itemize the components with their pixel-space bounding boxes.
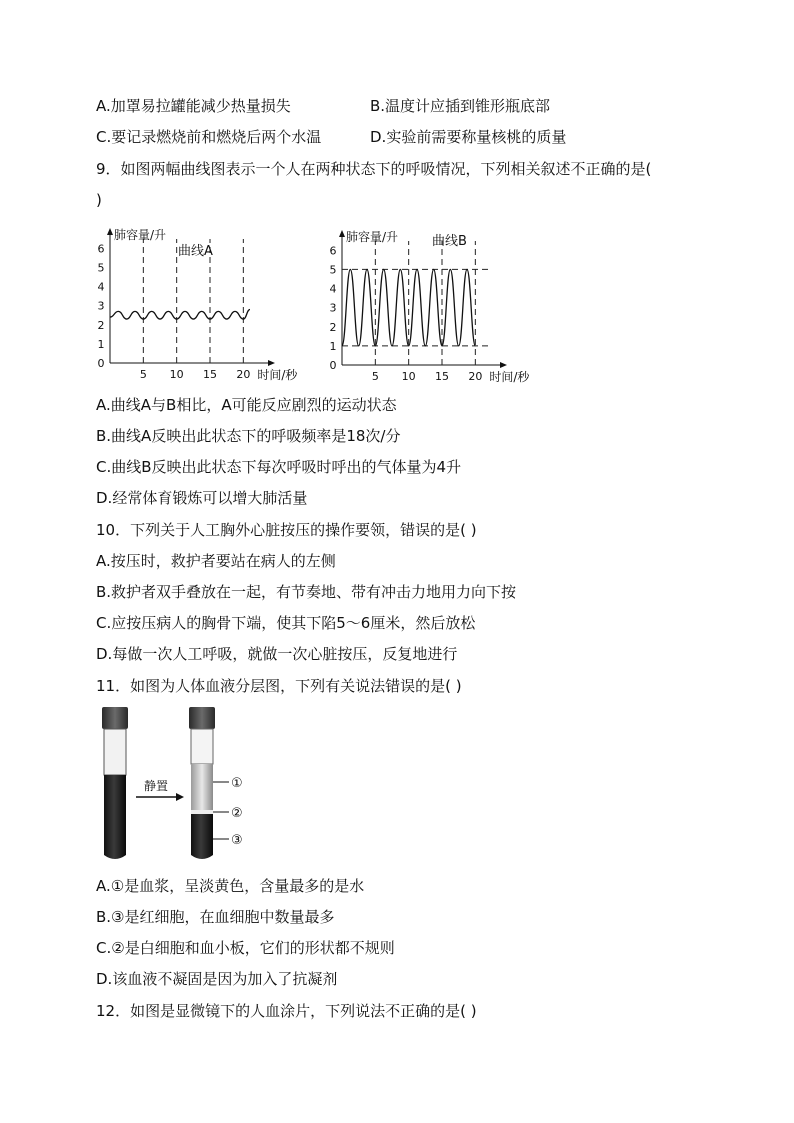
q11-option-b: B.③是红细胞，在血细胞中数量最多	[96, 908, 335, 926]
q10-option-a: A.按压时，救护者要站在病人的左侧	[96, 552, 336, 570]
x-tick-label: 15	[435, 370, 449, 383]
tube-after-icon	[189, 707, 215, 859]
chart-title: 曲线B	[432, 234, 467, 249]
breathing-charts	[92, 222, 532, 384]
x-axis-arrow	[268, 360, 275, 366]
x-tick-label: 20	[468, 370, 483, 383]
y-axis-label: 肺容量/升	[114, 228, 167, 242]
x-tick-label: 10	[169, 368, 184, 381]
x-tick-label: 20	[236, 368, 251, 381]
y-tick-label: 3	[329, 301, 337, 315]
q10-option-d: D.每做一次人工呼吸，就做一次心脏按压，反复地进行	[96, 645, 458, 663]
q9-stem: 9．如图两幅曲线图表示一个人在两种状态下的呼吸情况，下列相关叙述不正确的是(	[96, 160, 652, 178]
q10-option-c: C.应按压病人的胸骨下端，使其下陷5～6厘米，然后放松	[96, 614, 476, 632]
y-tick-label: 1	[329, 339, 337, 353]
y-tick-label: 5	[329, 263, 337, 277]
x-tick-label: 15	[203, 368, 217, 381]
label-2: ②	[231, 806, 243, 821]
label-1: ①	[231, 776, 243, 791]
y-axis-arrow	[339, 230, 345, 237]
q8-option-d: D.实验前需要称量核桃的质量	[370, 128, 567, 146]
q10-stem: 10．下列关于人工胸外心脏按压的操作要领，错误的是( )	[96, 521, 477, 539]
q11-option-a: A.①是血浆，呈淡黄色，含量最多的是水	[96, 877, 365, 895]
chart-curve-a	[98, 227, 299, 382]
y-axis-label: 肺容量/升	[346, 230, 399, 244]
q9-option-b: B.曲线A反映出此状态下的呼吸频率是18次/分	[96, 427, 401, 445]
q8-option-b: B.温度计应插到锥形瓶底部	[370, 97, 551, 115]
y-tick-label: 0	[329, 359, 337, 372]
x-tick-label: 10	[401, 370, 416, 383]
q9-option-a: A.曲线A与B相比，A可能反应剧烈的运动状态	[96, 396, 397, 414]
y-tick-label: 2	[329, 320, 337, 334]
q11-option-c: C.②是白细胞和血小板，它们的形状都不规则	[96, 939, 395, 957]
q12-stem: 12．如图是显微镜下的人血涂片，下列说法不正确的是( )	[96, 1002, 477, 1020]
breathing-curve	[110, 309, 250, 319]
x-tick-label: 5	[371, 370, 379, 383]
y-tick-label: 2	[97, 318, 105, 332]
y-tick-label: 4	[97, 280, 105, 294]
y-tick-label: 0	[97, 357, 105, 370]
q9-option-c: C.曲线B反映出此状态下每次呼吸时呼出的气体量为4升	[96, 458, 462, 476]
y-tick-label: 4	[329, 282, 337, 296]
label-3: ③	[231, 833, 243, 848]
q9-option-d: D.经常体育锻炼可以增大肺活量	[96, 489, 308, 507]
arrow-icon	[136, 793, 184, 801]
x-axis-label: 时间/秒	[257, 368, 298, 382]
y-tick-label: 6	[97, 242, 105, 256]
q8-option-c: C.要记录燃烧前和燃烧后两个水温	[96, 128, 322, 146]
q8-option-a: A.加罩易拉罐能减少热量损失	[96, 97, 291, 115]
y-tick-label: 5	[97, 261, 105, 275]
x-axis-label: 时间/秒	[489, 370, 530, 384]
y-tick-label: 3	[97, 299, 105, 313]
x-tick-label: 5	[139, 368, 147, 381]
q11-option-d: D.该血液不凝固是因为加入了抗凝剂	[96, 970, 338, 988]
arrow-label: 静置	[144, 779, 169, 793]
x-axis-arrow	[500, 362, 507, 368]
y-tick-label: 6	[329, 244, 337, 258]
q10-option-b: B.救护者双手叠放在一起，有节奏地、带有冲击力地用力向下按	[96, 583, 517, 601]
q11-stem: 11．如图为人体血液分层图，下列有关说法错误的是( )	[96, 677, 462, 695]
chart-curve-b	[330, 229, 531, 384]
chart-title: 曲线A	[178, 244, 213, 259]
q9-stem-cont: )	[96, 191, 102, 209]
blood-tube-figure	[96, 705, 276, 865]
y-axis-arrow	[107, 228, 113, 235]
y-tick-label: 1	[97, 337, 105, 351]
tube-before-icon	[102, 707, 128, 859]
